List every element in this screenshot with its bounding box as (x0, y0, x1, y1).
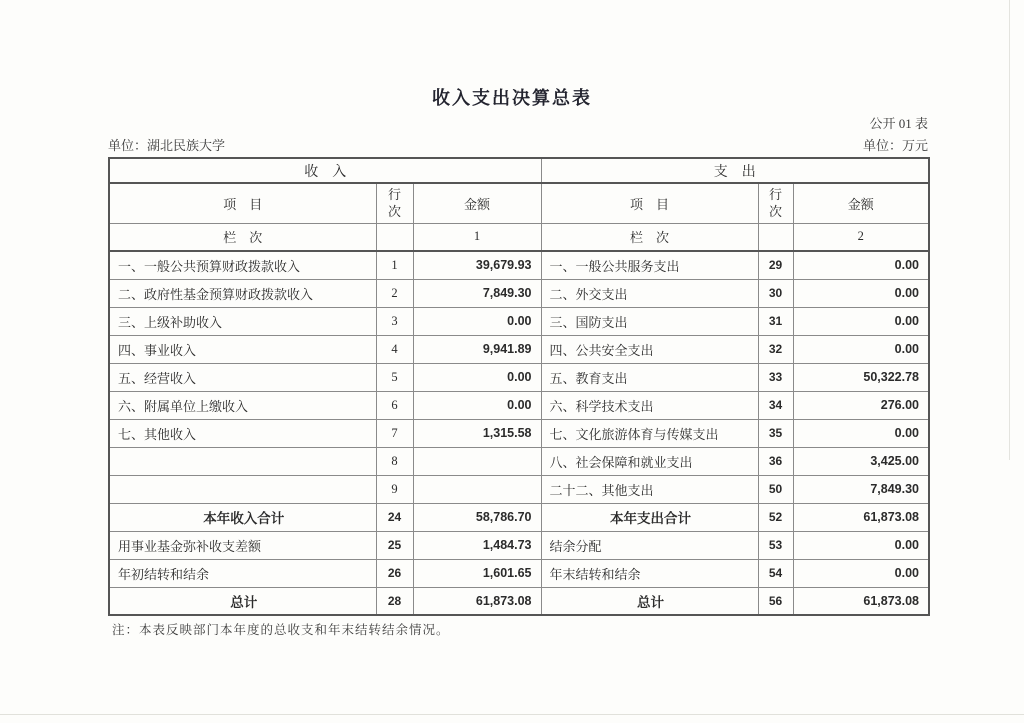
income-item-cell (109, 475, 376, 503)
income-item-cell (109, 447, 376, 475)
expense-column-index: 2 (793, 223, 929, 251)
income-line-cell: 2 (376, 279, 413, 307)
table-body (109, 251, 929, 615)
income-lanci-line-cell (376, 223, 413, 251)
expense-amount-cell: 50,322.78 (793, 363, 929, 391)
page-title: 收入支出决算总表 (432, 88, 592, 108)
expense-item-cell: 总计 (541, 587, 758, 615)
table-row (109, 559, 929, 587)
expense-item-cell: 八、社会保障和就业支出 (541, 447, 758, 475)
expense-line-cell: 29 (758, 251, 793, 279)
income-line-cell: 24 (376, 503, 413, 531)
income-line-cell: 9 (376, 475, 413, 503)
income-item-cell: 七、其他收入 (109, 419, 376, 447)
table-row (109, 391, 929, 419)
income-lanci-label: 栏 次 (109, 223, 376, 251)
expense-item-cell: 本年支出合计 (541, 503, 758, 531)
expense-section-header: 支 出 (541, 158, 929, 183)
income-column-index: 1 (413, 223, 541, 251)
income-item-cell: 三、上级补助收入 (109, 307, 376, 335)
table-row (109, 531, 929, 559)
income-amount-cell: 9,941.89 (413, 335, 541, 363)
income-amount-cell: 1,601.65 (413, 559, 541, 587)
expense-amount-cell: 61,873.08 (793, 503, 929, 531)
income-amount-cell: 7,849.30 (413, 279, 541, 307)
expense-item-cell: 三、国防支出 (541, 307, 758, 335)
income-line-cell: 3 (376, 307, 413, 335)
income-item-cell: 五、经营收入 (109, 363, 376, 391)
footnote: 注：本表反映部门本年度的总收支和年末结转结余情况。 (112, 623, 450, 637)
income-line-cell: 1 (376, 251, 413, 279)
unit-currency-label: 单位：万元 (862, 138, 928, 153)
income-line-header: 行次 (376, 183, 413, 223)
expense-line-cell: 35 (758, 419, 793, 447)
expense-amount-cell: 0.00 (793, 335, 929, 363)
column-index-row (109, 223, 929, 251)
table-row (109, 587, 929, 615)
expense-lanci-label: 栏 次 (541, 223, 758, 251)
income-amount-cell: 0.00 (413, 363, 541, 391)
expense-line-cell: 34 (758, 391, 793, 419)
table-row (109, 307, 929, 335)
expense-amount-cell: 276.00 (793, 391, 929, 419)
doc-number-label: 公开 01 表 (869, 116, 928, 131)
expense-line-cell: 52 (758, 503, 793, 531)
income-line-cell: 7 (376, 419, 413, 447)
table-head (109, 158, 929, 251)
table-row (109, 363, 929, 391)
expense-line-cell: 33 (758, 363, 793, 391)
expense-lanci-line-cell (758, 223, 793, 251)
expense-amount-cell: 0.00 (793, 251, 929, 279)
income-amount-cell: 1,484.73 (413, 531, 541, 559)
expense-amount-cell: 0.00 (793, 279, 929, 307)
income-item-cell: 一、一般公共预算财政拨款收入 (109, 251, 376, 279)
expense-item-header: 项 目 (541, 183, 758, 223)
income-item-cell: 用事业基金弥补收支差额 (109, 531, 376, 559)
expense-amount-cell: 7,849.30 (793, 475, 929, 503)
income-item-cell: 六、附属单位上缴收入 (109, 391, 376, 419)
expense-line-cell: 30 (758, 279, 793, 307)
expense-item-cell: 二十二、其他支出 (541, 475, 758, 503)
income-amount-cell (413, 475, 541, 503)
income-line-cell: 28 (376, 587, 413, 615)
income-amount-cell: 0.00 (413, 307, 541, 335)
scan-edge-artifact (1009, 0, 1010, 460)
expense-amount-cell: 0.00 (793, 559, 929, 587)
income-amount-cell: 0.00 (413, 391, 541, 419)
income-amount-cell: 58,786.70 (413, 503, 541, 531)
expense-line-cell: 32 (758, 335, 793, 363)
expense-item-cell: 六、科学技术支出 (541, 391, 758, 419)
table-row (109, 503, 929, 531)
expense-item-cell: 五、教育支出 (541, 363, 758, 391)
income-amount-cell (413, 447, 541, 475)
expense-amount-cell: 61,873.08 (793, 587, 929, 615)
expense-item-cell: 七、文化旅游体育与传媒支出 (541, 419, 758, 447)
accounts-table (108, 157, 930, 616)
income-line-cell: 25 (376, 531, 413, 559)
expense-amount-cell: 0.00 (793, 307, 929, 335)
accounts-table-wrap (108, 157, 928, 616)
expense-line-cell: 31 (758, 307, 793, 335)
income-line-cell: 5 (376, 363, 413, 391)
expense-line-cell: 56 (758, 587, 793, 615)
income-item-cell: 总计 (109, 587, 376, 615)
expense-line-header: 行次 (758, 183, 793, 223)
income-amount-header: 金额 (413, 183, 541, 223)
expense-line-cell: 50 (758, 475, 793, 503)
income-item-header: 项 目 (109, 183, 376, 223)
income-section-header: 收 入 (109, 158, 541, 183)
scan-edge-artifact (0, 714, 1024, 715)
unit-line (108, 135, 928, 154)
expense-item-cell: 年末结转和结余 (541, 559, 758, 587)
column-header-row (109, 183, 929, 223)
expense-line-cell: 54 (758, 559, 793, 587)
expense-line-cell: 36 (758, 447, 793, 475)
income-item-cell: 年初结转和结余 (109, 559, 376, 587)
income-amount-cell: 1,315.58 (413, 419, 541, 447)
income-line-cell: 26 (376, 559, 413, 587)
expense-item-cell: 四、公共安全支出 (541, 335, 758, 363)
expense-line-cell: 53 (758, 531, 793, 559)
income-amount-cell: 39,679.93 (413, 251, 541, 279)
table-row (109, 475, 929, 503)
income-item-cell: 二、政府性基金预算财政拨款收入 (109, 279, 376, 307)
expense-item-cell: 结余分配 (541, 531, 758, 559)
table-row (109, 279, 929, 307)
table-row (109, 419, 929, 447)
income-line-cell: 6 (376, 391, 413, 419)
table-row (109, 447, 929, 475)
income-item-cell: 本年收入合计 (109, 503, 376, 531)
income-line-cell: 8 (376, 447, 413, 475)
expense-item-cell: 一、一般公共服务支出 (541, 251, 758, 279)
expense-amount-cell: 0.00 (793, 531, 929, 559)
table-row (109, 335, 929, 363)
expense-item-cell: 二、外交支出 (541, 279, 758, 307)
income-amount-cell: 61,873.08 (413, 587, 541, 615)
expense-amount-cell: 3,425.00 (793, 447, 929, 475)
expense-amount-header: 金额 (793, 183, 929, 223)
section-header-row (109, 158, 929, 183)
unit-name-label: 单位：湖北民族大学 (108, 138, 226, 153)
table-row (109, 251, 929, 279)
income-line-cell: 4 (376, 335, 413, 363)
expense-amount-cell: 0.00 (793, 419, 929, 447)
income-item-cell: 四、事业收入 (109, 335, 376, 363)
